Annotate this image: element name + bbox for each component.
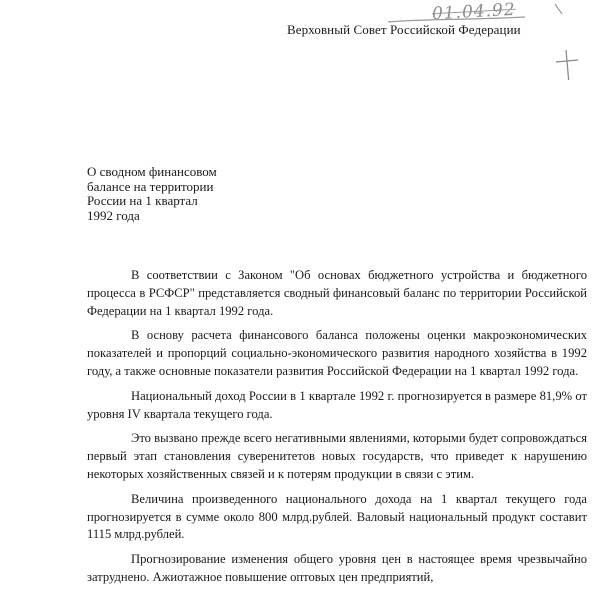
subject-block [87,165,217,223]
paragraph: Это вызвано прежде всего негативными явлениями, которыми будет сопровождаться первый этап становления суверенитетов новых государств, что приведет к нарушению некоторых хозяйственных связей и к потерям продукции в связи с этим. [87,431,587,481]
subject-line: 1992 года [87,207,140,223]
paragraph: Прогнозирование изменения общего уровня цен в настоящее время чрезвычайно затруднено. Ажиотажное повышение оптовых цен предприятий, [87,552,587,584]
paragraph: Национальный доход России в 1 квартале 1992 г. прогнозируется в размере 81,9% от уровня IV квартала текущего года. [87,388,587,421]
paragraph: В соответствии с Законом "Об основах бюджетного устройства и бюджетного процесса в РСФСР" представляется сводный финансовый баланс по территории Российской Федерации на 1 квартал 1992 года. [87,268,587,318]
subject-line: России на 1 квартал [87,193,198,208]
paragraph: Величина произведенного национального дохода на 1 квартал текущего года прогнозируется в сумме около 800 млрд.рублей. Валовый национальный продукт составит 1115 млрд.рублей. [87,491,587,542]
handwritten-date: 01.04.92 [431,0,517,25]
addressee: Верховный Совет Российской Федерации [287,22,521,37]
handwritten-tick [555,4,562,14]
subject-line: О сводном финансовом [87,164,217,179]
cross-mark-horizontal [556,60,578,62]
document-body [87,267,587,587]
cross-mark-vertical [566,50,569,80]
paragraph: В основу расчета финансового баланса положены оценки макроэкономических показателей и пропорций социально-экономического развития народного хозяйства в 1992 году, а также основные показатели развития Российской Федерации на 1 квартал 1992 года. [87,328,587,378]
subject-line: балансе на территории [87,178,214,194]
